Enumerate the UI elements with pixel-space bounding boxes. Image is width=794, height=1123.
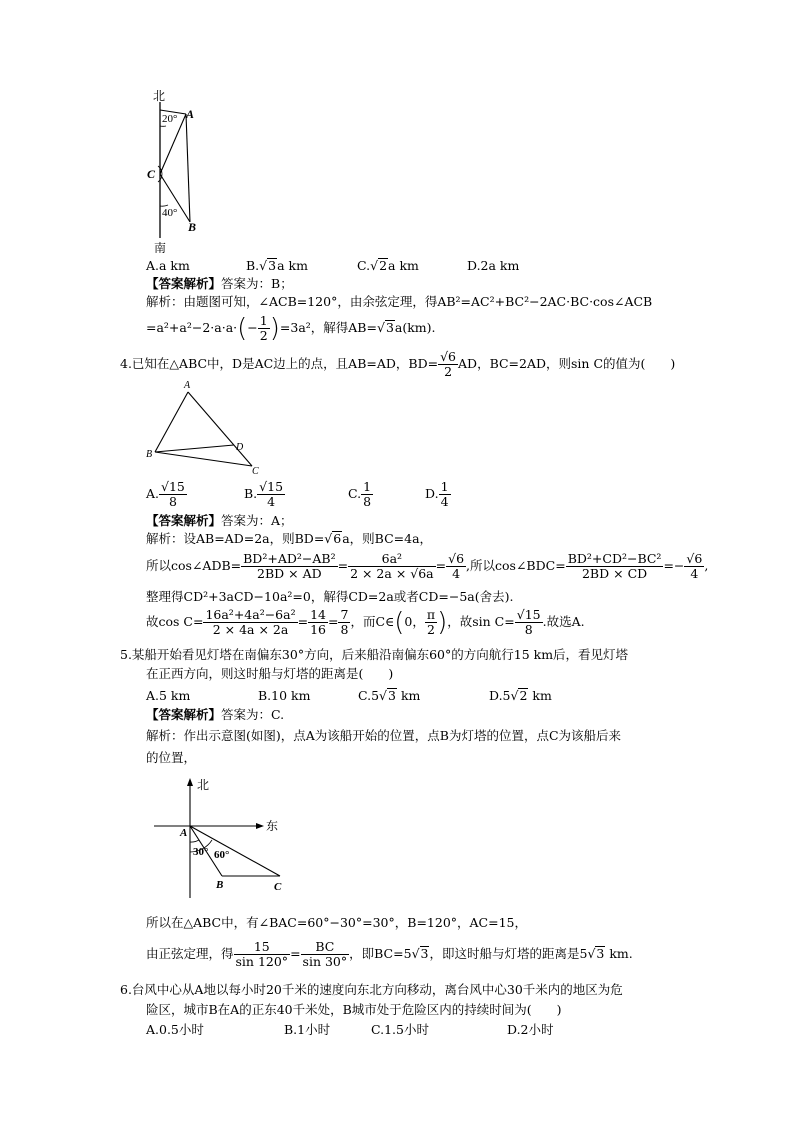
q4-sol4-int-left: 0，: [404, 614, 425, 629]
point-b-label: B: [146, 449, 153, 460]
point-d-label: D: [236, 442, 244, 453]
q4-option-b-den: 4: [267, 494, 276, 509]
q6-option-d[interactable]: D.2小时: [507, 1022, 554, 1037]
q3-sol2-radicand: 3: [385, 320, 394, 335]
north-arrow-icon: [187, 778, 193, 786]
q4-option-b[interactable]: [244, 480, 285, 509]
q3-option-c[interactable]: C.√2a km: [357, 258, 419, 273]
q3-answer: [146, 276, 293, 292]
q4-sol2-eq3: =−: [663, 558, 685, 573]
q4-sol2-f1-num: BD²+AD²−AB²: [243, 551, 336, 566]
side-ac: [188, 392, 252, 466]
q3-answer-label: 【答案解析】: [146, 276, 222, 291]
q4-sol1-radicand: 6: [333, 531, 342, 546]
q4-sol4-f1-num: 16a²+4a²−6a²: [205, 607, 296, 622]
q4-answer-text: 答案为：A；: [221, 513, 293, 528]
q4-sol2-mid: ,所以cos∠BDC=: [466, 558, 566, 573]
q4-option-b-label: B.: [244, 486, 258, 501]
q5-sol4-mid: ，即BC=5: [349, 946, 412, 961]
q5-option-c-radicand: 3: [388, 688, 396, 703]
q4-sol4-int-num: π: [426, 607, 436, 622]
point-c-label: C: [147, 167, 156, 181]
segment-bd: [155, 445, 234, 452]
q5-option-c-label: C.5: [358, 688, 380, 703]
q4-sol4-f3-den: 8: [340, 622, 349, 637]
q4-answer: [146, 513, 293, 529]
q3-option-c-unit: a km: [388, 258, 419, 273]
q4-stem-den: 2: [444, 364, 453, 379]
q4-sol1-pre: 解析：设AB=AD=2a，则BD=: [146, 531, 325, 546]
q4-sol2-pre: 所以cos∠ADB=: [146, 558, 242, 573]
q4-sol4-frac3: [338, 608, 350, 637]
q3-solution-line-2: =a²+a²−2·a·a·(− $\frac{1}{2}$ )=3a²，解得AB=√3a(km).: [146, 313, 436, 344]
side-ab: [155, 392, 188, 452]
q4-sol2-f5-den: 4: [690, 566, 699, 581]
q5-sol4-f1-num: 15: [234, 940, 291, 955]
q4-sol2-frac2: [348, 552, 436, 581]
point-a-label: A: [180, 827, 188, 839]
q3-sol2-post: =3a²，解得AB=: [279, 320, 377, 335]
q4-sol4-f2-den: 16: [310, 622, 326, 637]
q4-sol4-int-den: 2: [427, 622, 435, 637]
q3-option-b-label: B.: [246, 258, 260, 273]
q4-sol4-mid: ，而C∈: [350, 614, 395, 629]
q3-option-d[interactable]: D.2a km: [467, 258, 520, 273]
angle-40-label: 40°: [162, 207, 178, 219]
q5-solution-line-4: 由正弦定理，得 $\frac{15}{\sin 120^\circ}$ = $\frac{BC}{\sin 30^\circ}$ ，即BC=5√3，即这时船与灯塔的距离是5√3 km.: [146, 939, 633, 969]
q4-stem: [120, 350, 675, 379]
q5-solution-line-1: 解析：作出示意图(如图)，点A为该船开始的位置，点B为灯塔的位置，点C为该船后来: [146, 728, 622, 743]
east-arrow-icon: [256, 823, 264, 829]
q4-stem-num: √6: [440, 349, 457, 364]
q4-sol4-f1-den: 2 × 4a × 2a: [212, 622, 289, 637]
point-c-label: C: [252, 466, 259, 477]
q5-option-b[interactable]: B.10 km: [258, 688, 311, 703]
q6-option-a[interactable]: A.0.5小时: [146, 1022, 204, 1037]
q4-option-d-num: 1: [440, 479, 449, 494]
q4-sol2-f3-num: √6: [448, 551, 465, 566]
q4-sol4-mid2: ，故sin C=: [447, 614, 515, 629]
q4-sol2-end: ,: [704, 558, 709, 573]
side-ab: [186, 114, 190, 222]
q4-option-a-label: A.: [146, 486, 160, 501]
q5-option-a[interactable]: A.5 km: [146, 688, 191, 703]
q4-option-a-fraction: [159, 480, 187, 509]
q3-option-a[interactable]: A.a km: [146, 258, 190, 273]
q4-answer-label: 【答案解析】: [146, 513, 222, 528]
q4-option-c-num: 1: [363, 479, 372, 494]
q5-option-d-label: D.5: [489, 688, 511, 703]
figure-navigation: [150, 776, 290, 900]
q4-sol4-int-frac: [425, 608, 437, 637]
q5-stem-line-2: 在正西方向，则这时船与灯塔的距离是( ): [146, 666, 394, 681]
q3-option-c-radicand: 2: [379, 258, 388, 273]
q4-sol2-frac1: [241, 552, 337, 581]
q3-option-b[interactable]: B.√3a km: [246, 258, 308, 273]
q4-sol4-frac4: [515, 608, 543, 637]
q4-option-c-label: C.: [348, 486, 362, 501]
q4-option-d-fraction: [439, 480, 451, 509]
q4-sol2-frac3: [446, 552, 466, 581]
q4-sol2-frac4: [566, 552, 664, 581]
q4-option-d-label: D.: [425, 486, 439, 501]
q4-sol4-f2-num: 14: [310, 607, 326, 622]
point-c-label: C: [274, 881, 282, 893]
q5-sol4-eq: =: [290, 946, 301, 961]
q4-sol4-pre: 故cos C=: [146, 614, 204, 629]
angle-60-label: 60°: [214, 849, 230, 861]
q5-sol4-f2-den: sin 30°: [302, 954, 348, 969]
q3-option-c-label: C.: [357, 258, 371, 273]
q5-sol4-end: km.: [609, 946, 633, 961]
figure-triangle-abd: [140, 378, 270, 478]
q4-sol2-f5-num: √6: [686, 551, 703, 566]
point-b-label: B: [188, 220, 197, 234]
q5-option-c[interactable]: C.5√3 km: [358, 688, 421, 703]
q5-sol4-radicand-2: 3: [596, 946, 605, 961]
q3-sol2-num: 1: [259, 313, 268, 328]
q5-sol4-f2-num: BC: [301, 940, 350, 955]
q5-sol4-f1-den: sin 120°: [235, 954, 289, 969]
q6-option-b[interactable]: B.1小时: [284, 1022, 331, 1037]
q4-sol2-eq: =: [337, 558, 349, 573]
figure-bearing-triangle: [140, 88, 210, 258]
q4-sol1-post: a，则BC=4a，: [342, 531, 433, 546]
q4-option-c-den: 8: [363, 494, 372, 509]
q4-sol2-f1-den: 2BD × AD: [257, 566, 322, 581]
q5-option-d[interactable]: D.5√2 km: [489, 688, 552, 703]
q5-sol4-mid2: ，即这时船与灯塔的距离是5: [429, 946, 588, 961]
q4-sol4-f4-num: √15: [516, 607, 541, 622]
q6-stem-line-1: 6.台风中心从A地以每小时20千米的速度向东北方向移动，离台风中心30千米内的地区为危: [120, 982, 623, 997]
angle-30-label: 30°: [193, 846, 209, 858]
q4-option-c-fraction: [361, 480, 373, 509]
q4-sol4-frac2: [308, 608, 328, 637]
side-bc: [155, 452, 252, 466]
q5-stem-line-1: 5.某船开始看见灯塔在南偏东30°方向，后来船沿南偏东60°的方向航行15 km后，看见灯塔: [120, 647, 629, 662]
q4-stem-pre: 4.已知在△ABC中，D是AC边上的点，且AB=AD，BD=: [120, 356, 439, 371]
q3-answer-text: 答案为：B；: [221, 276, 293, 291]
q5-answer: [146, 707, 284, 723]
q5-answer-text: 答案为：C.: [221, 707, 285, 722]
q4-option-d-den: 4: [440, 494, 449, 509]
q4-option-b-num: √15: [259, 479, 284, 494]
point-b-label: B: [216, 879, 224, 891]
q5-option-d-unit: km: [532, 688, 552, 703]
q4-option-d[interactable]: [425, 480, 451, 509]
q4-solution-line-2: [146, 550, 708, 582]
q3-sol2-end: a(km).: [394, 320, 436, 335]
q4-sol2-f2-den: 2 × 2a × √6a: [350, 566, 434, 581]
angle-20-label: 20°: [162, 113, 178, 125]
q3-sol2-pre: =a²+a²−2·a·a·: [146, 320, 238, 335]
q3-option-b-radicand: 3: [268, 258, 277, 273]
north-label: 北: [197, 778, 210, 792]
q5-sol4-radicand-1: 3: [420, 946, 429, 961]
q5-sol4-frac2: [301, 940, 350, 969]
q4-stem-post: AD，BC=2AD，则sin C的值为( ): [458, 356, 676, 371]
q4-sol4-end: .故选A.: [542, 614, 585, 629]
north-label: 北: [153, 89, 166, 103]
east-label: 东: [266, 819, 279, 833]
q3-option-b-unit: a km: [277, 258, 308, 273]
q5-sol4-frac1: [234, 940, 291, 969]
q4-sol2-f4-num: BD²+CD²−BC²: [567, 551, 662, 566]
q5-option-d-radicand: 2: [519, 688, 528, 703]
q4-sol2-f4-den: 2BD × CD: [581, 566, 648, 581]
q4-option-b-fraction: [257, 480, 285, 509]
q4-sol2-frac5: [684, 552, 704, 581]
q3-sol2-neg: −: [247, 320, 258, 335]
point-a-label: A: [186, 107, 195, 121]
q5-solution-line-3: 所以在△ABC中，有∠BAC=60°−30°=30°，B=120°，AC=15，: [146, 915, 528, 930]
q6-stem-line-2: 险区，城市B在A的正东40千米处，B城市处于危险区内的持续时间为( ): [146, 1002, 562, 1017]
q4-option-a-den: 8: [168, 494, 177, 509]
q4-solution-line-1: 解析：设AB=AD=2a，则BD=√6a，则BC=4a，: [146, 531, 433, 546]
q5-answer-label: 【答案解析】: [146, 707, 222, 722]
q4-sol2-eq2: =: [435, 558, 447, 573]
q4-option-a-num: √15: [161, 479, 185, 494]
q5-option-c-unit: km: [400, 688, 421, 703]
q6-option-c[interactable]: C.1.5小时: [371, 1022, 429, 1037]
south-label: 南: [154, 241, 167, 255]
q4-solution-line-3: 整理得CD²+3aCD−10a²=0，解得CD=2a或者CD=−5a(舍去).: [146, 589, 514, 604]
q4-sol4-frac1: [203, 608, 297, 637]
q3-solution-line-1: 解析：由题图可知，∠ACB=120°，由余弦定理，得AB²=AC²+BC²−2AC·BC·cos∠ACB: [146, 294, 653, 309]
q4-sol2-f3-den: 4: [452, 566, 461, 581]
q4-sol4-f3-num: 7: [340, 607, 349, 622]
point-a-label: A: [184, 380, 191, 391]
q4-option-c[interactable]: [348, 480, 373, 509]
q4-sol4-f4-den: 8: [524, 622, 533, 637]
q5-sol4-pre: 由正弦定理，得: [146, 946, 234, 961]
q3-sol2-fraction: [258, 314, 270, 343]
q4-solution-line-4: 故cos C= $\frac{\text{16a²+4a²−6a²}}{2 \times 4a \times 2a}$ = $\frac{14}{16}$ = $\frac{7}{8}$ ，而C∈(0， $\frac{\pi}{2}$ )，故sin C= $\frac{√15}{8}$ .故选A.: [146, 607, 585, 638]
q4-option-a[interactable]: [146, 480, 187, 509]
q3-sol2-den: 2: [259, 328, 268, 343]
q4-sol2-f2-num: 6a²: [348, 552, 436, 567]
q4-stem-fraction: [438, 350, 458, 379]
q5-solution-line-2: 的位置，: [146, 750, 197, 765]
